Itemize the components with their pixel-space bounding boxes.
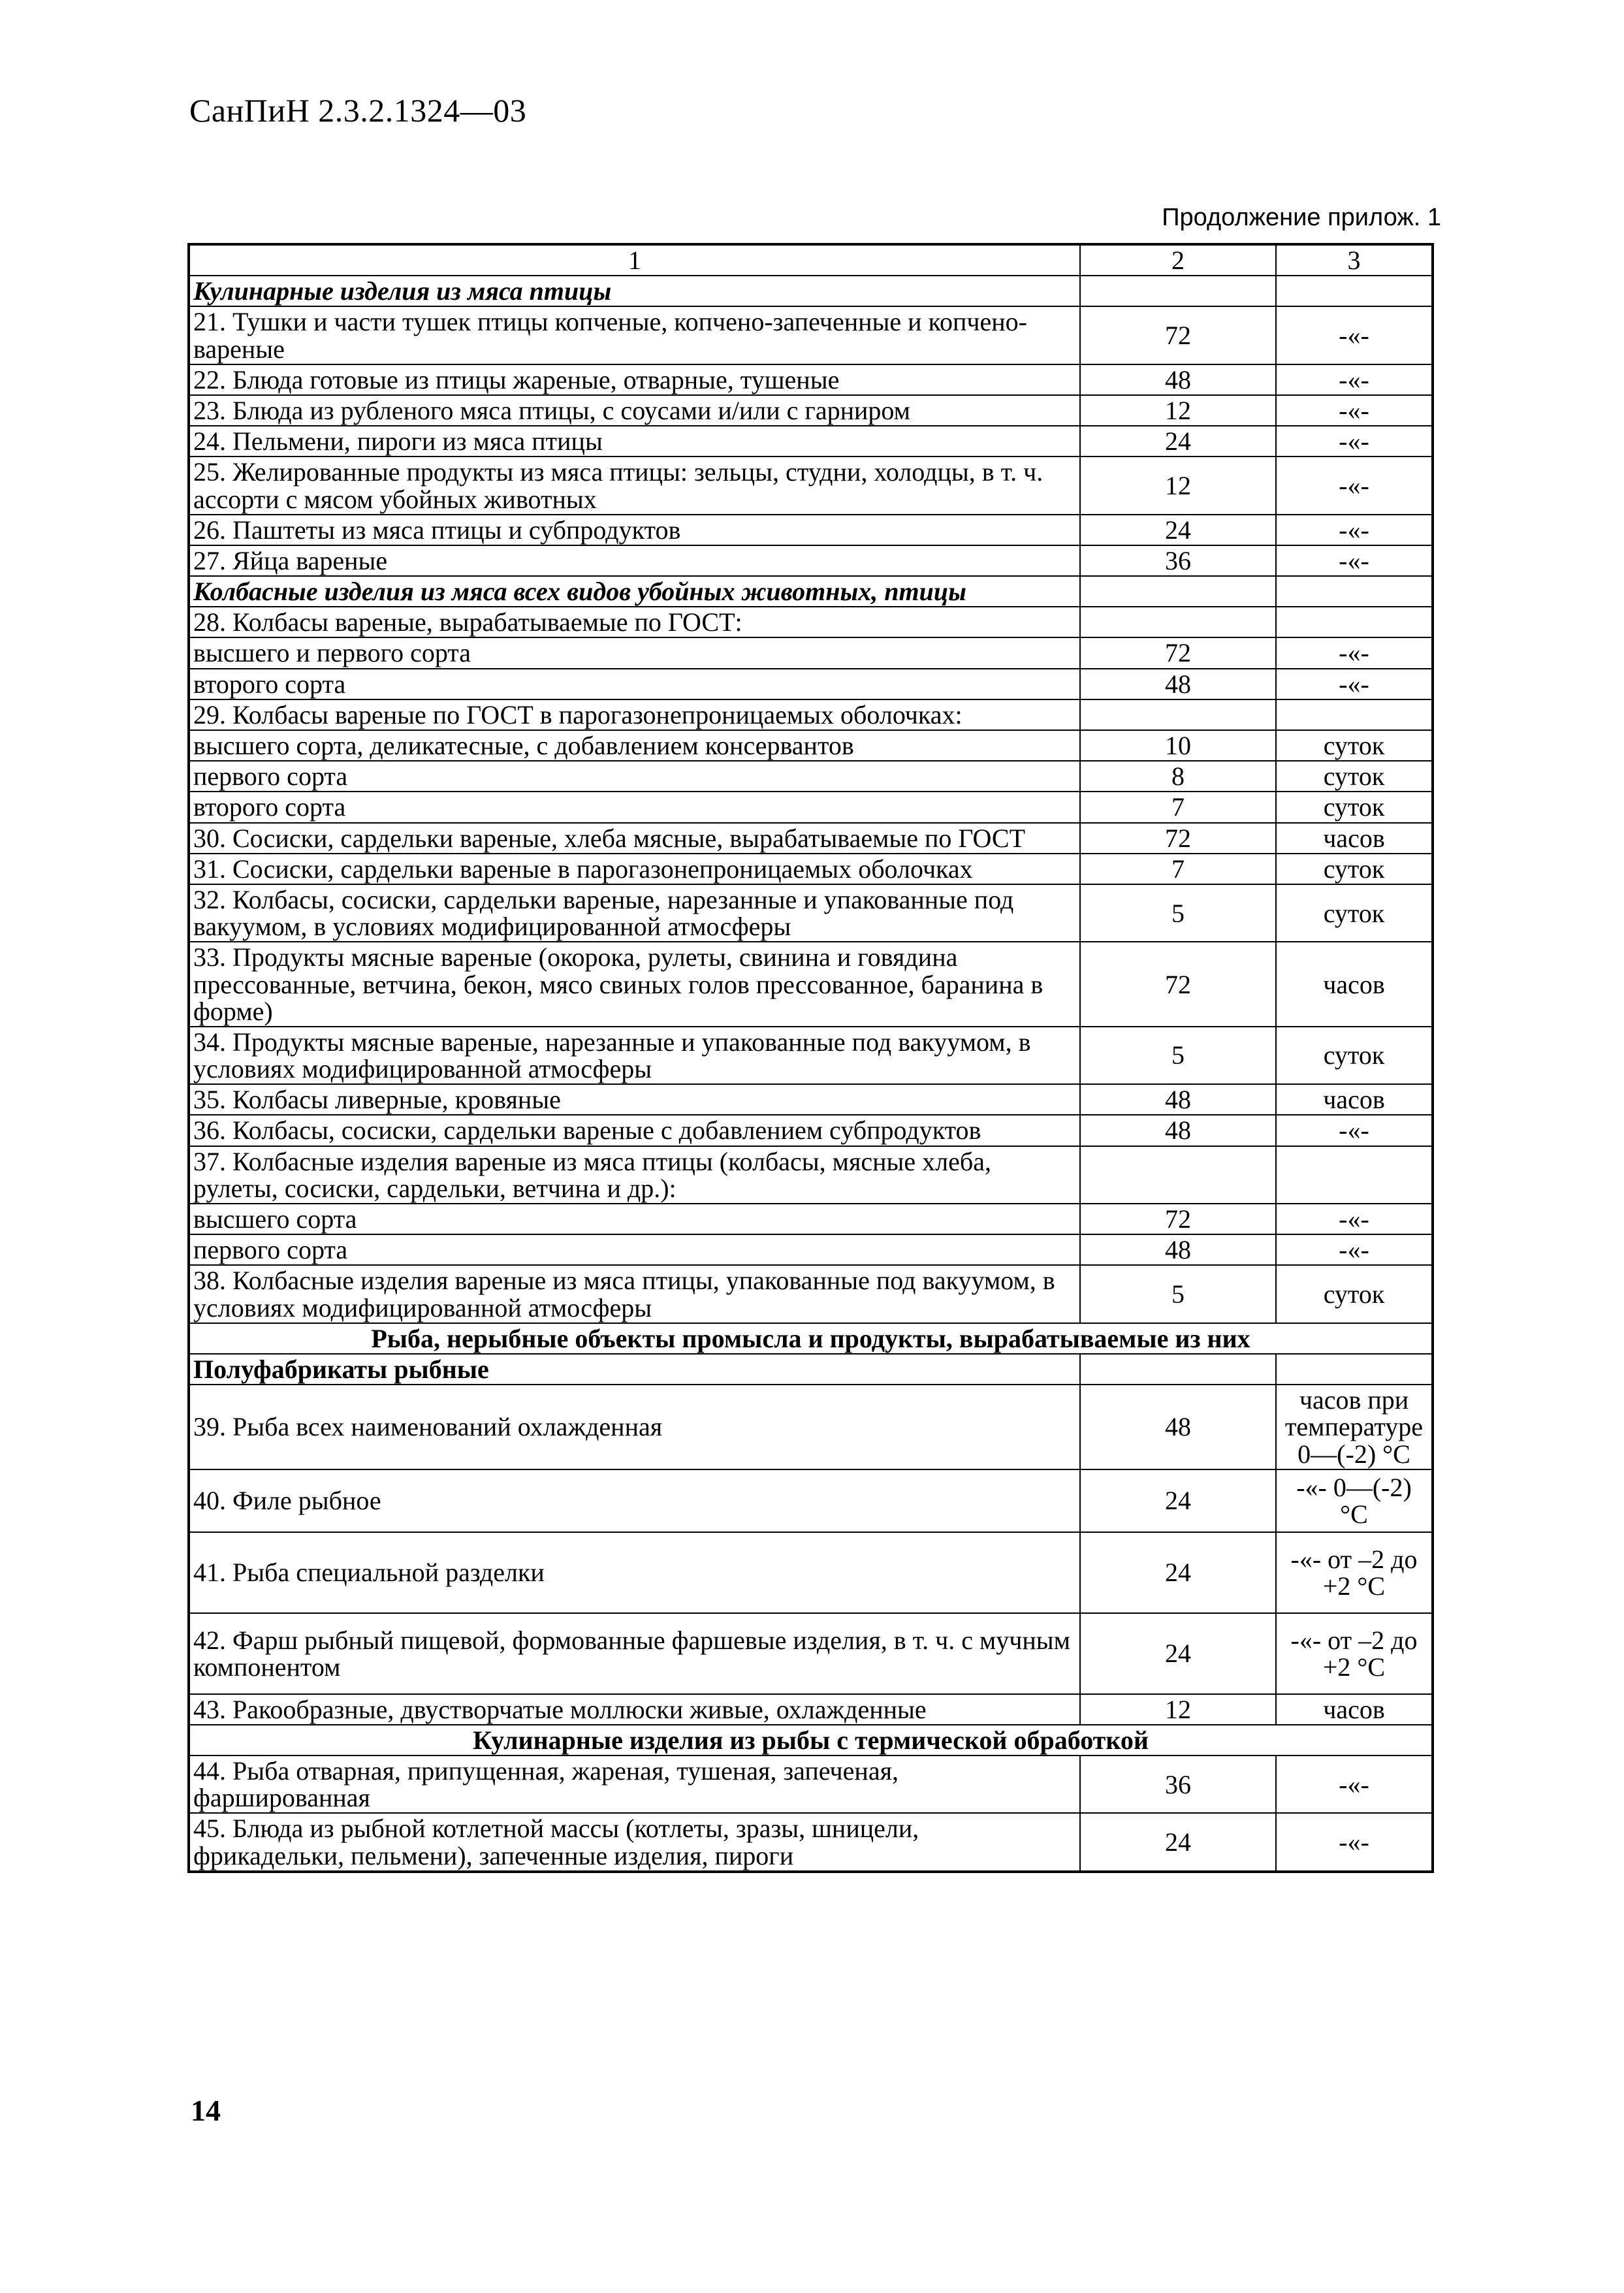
continuation-note: Продолжение прилож. 1 bbox=[1162, 204, 1441, 231]
section-heading: Рыба, нерыбные объекты промысла и продукты, вырабатываемые из них bbox=[189, 1323, 1433, 1354]
table-row bbox=[189, 276, 1433, 306]
product-name-cell: высшего и первого сорта bbox=[189, 637, 1080, 668]
table-row bbox=[189, 823, 1433, 854]
storage-term-cell: 48 bbox=[1080, 1115, 1276, 1146]
unit-cell: суток bbox=[1276, 854, 1433, 884]
document-code: СанПиН 2.3.2.1324—03 bbox=[189, 92, 527, 129]
product-name-cell: первого сорта bbox=[189, 1234, 1080, 1265]
empty-cell bbox=[1276, 576, 1433, 607]
page-number: 14 bbox=[191, 2094, 221, 2127]
unit-cell: -«- bbox=[1276, 364, 1433, 395]
product-name-cell: 31. Сосиски, сардельки вареные в парогазонепроницаемых оболочках bbox=[189, 854, 1080, 884]
table-row bbox=[189, 1204, 1433, 1234]
unit-cell: -«- bbox=[1276, 669, 1433, 699]
table-row bbox=[189, 457, 1433, 514]
product-name-cell: второго сорта bbox=[189, 669, 1080, 699]
unit-cell: -«- bbox=[1276, 1115, 1433, 1146]
unit-cell: -«- bbox=[1276, 545, 1433, 576]
empty-cell bbox=[1080, 276, 1276, 306]
product-name-cell: высшего сорта, деликатесные, с добавлением консервантов bbox=[189, 730, 1080, 761]
table-row bbox=[189, 1756, 1433, 1813]
unit-cell: часов bbox=[1276, 1084, 1433, 1115]
table-row bbox=[189, 395, 1433, 426]
unit-cell: суток bbox=[1276, 1027, 1433, 1084]
storage-term-cell: 12 bbox=[1080, 1694, 1276, 1725]
product-name-cell: 42. Фарш рыбный пищевой, формованные фаршевые изделия, в т. ч. с мучным компонентом bbox=[189, 1613, 1080, 1694]
storage-term-cell: 7 bbox=[1080, 854, 1276, 884]
product-name-cell: 27. Яйца вареные bbox=[189, 545, 1080, 576]
unit-cell: -«- от –2 до +2 °С bbox=[1276, 1532, 1433, 1613]
storage-term-cell: 48 bbox=[1080, 1234, 1276, 1265]
table-body bbox=[189, 244, 1433, 1872]
unit-cell: суток bbox=[1276, 761, 1433, 792]
product-name-cell: 29. Колбасы вареные по ГОСТ в парогазонепроницаемых оболочках: bbox=[189, 699, 1080, 730]
table-row bbox=[189, 761, 1433, 792]
empty-cell bbox=[1276, 1354, 1433, 1385]
table-row bbox=[189, 1323, 1433, 1354]
unit-cell bbox=[1276, 607, 1433, 637]
storage-term-cell: 24 bbox=[1080, 426, 1276, 457]
table-row bbox=[189, 515, 1433, 545]
table-row bbox=[189, 1027, 1433, 1084]
table-row bbox=[189, 1613, 1433, 1694]
product-name-cell: 24. Пельмени, пироги из мяса птицы bbox=[189, 426, 1080, 457]
storage-term-cell bbox=[1080, 699, 1276, 730]
table-row bbox=[189, 730, 1433, 761]
product-name-cell: 25. Желированные продукты из мяса птицы: зельцы, студни, холодцы, в т. ч. ассорти с мясом убойных животных bbox=[189, 457, 1080, 514]
storage-term-cell: 5 bbox=[1080, 1027, 1276, 1084]
unit-cell: часов bbox=[1276, 823, 1433, 854]
unit-cell: -«- от –2 до +2 °С bbox=[1276, 1613, 1433, 1694]
storage-term-cell: 24 bbox=[1080, 1469, 1276, 1532]
table-row bbox=[189, 545, 1433, 576]
storage-term-cell: 24 bbox=[1080, 1813, 1276, 1871]
unit-cell: -«- bbox=[1276, 515, 1433, 545]
storage-term-cell: 5 bbox=[1080, 884, 1276, 942]
unit-cell: суток bbox=[1276, 730, 1433, 761]
table-row bbox=[189, 1234, 1433, 1265]
table-row bbox=[189, 1146, 1433, 1204]
product-name-cell: 35. Колбасы ливерные, кровяные bbox=[189, 1084, 1080, 1115]
column-header: 3 bbox=[1276, 244, 1433, 276]
unit-cell: -«- bbox=[1276, 1234, 1433, 1265]
unit-cell: -«- bbox=[1276, 426, 1433, 457]
product-name-cell: 38. Колбасные изделия вареные из мяса птицы, упакованные под вакуумом, в условиях модифицированной атмосферы bbox=[189, 1265, 1080, 1323]
table-row bbox=[189, 364, 1433, 395]
unit-cell: -«- bbox=[1276, 306, 1433, 364]
product-name-cell: 26. Паштеты из мяса птицы и субпродуктов bbox=[189, 515, 1080, 545]
table-row bbox=[189, 1265, 1433, 1323]
table-row bbox=[189, 884, 1433, 942]
category-heading: Полуфабрикаты рыбные bbox=[189, 1354, 1080, 1385]
section-heading: Кулинарные изделия из рыбы с термической обработкой bbox=[189, 1725, 1433, 1756]
table-row bbox=[189, 792, 1433, 822]
table-row bbox=[189, 1084, 1433, 1115]
table-row bbox=[189, 942, 1433, 1027]
product-name-cell: 45. Блюда из рыбной котлетной массы (котлеты, зразы, шницели, фрикадельки, пельмени), запеченные изделия, пироги bbox=[189, 1813, 1080, 1871]
table-row bbox=[189, 1694, 1433, 1725]
table-row bbox=[189, 637, 1433, 668]
table-row bbox=[189, 699, 1433, 730]
storage-term-cell: 24 bbox=[1080, 1532, 1276, 1613]
table-row bbox=[189, 854, 1433, 884]
product-name-cell: 41. Рыба специальной разделки bbox=[189, 1532, 1080, 1613]
product-name-cell: 40. Филе рыбное bbox=[189, 1469, 1080, 1532]
storage-term-cell: 36 bbox=[1080, 1756, 1276, 1813]
category-heading: Колбасные изделия из мяса всех видов убойных животных, птицы bbox=[189, 576, 1080, 607]
product-name-cell: 30. Сосиски, сардельки вареные, хлеба мясные, вырабатываемые по ГОСТ bbox=[189, 823, 1080, 854]
table-row bbox=[189, 1115, 1433, 1146]
table-row bbox=[189, 1725, 1433, 1756]
unit-cell: -«- bbox=[1276, 1756, 1433, 1813]
unit-cell bbox=[1276, 1146, 1433, 1204]
product-name-cell: 28. Колбасы вареные, вырабатываемые по ГОСТ: bbox=[189, 607, 1080, 637]
unit-cell: -«- bbox=[1276, 637, 1433, 668]
unit-cell: часов bbox=[1276, 1694, 1433, 1725]
empty-cell bbox=[1080, 576, 1276, 607]
storage-term-cell: 72 bbox=[1080, 306, 1276, 364]
product-name-cell: 22. Блюда готовые из птицы жареные, отварные, тушеные bbox=[189, 364, 1080, 395]
unit-cell: -«- 0—(-2) °С bbox=[1276, 1469, 1433, 1532]
storage-term-cell: 48 bbox=[1080, 1385, 1276, 1469]
storage-term-cell: 48 bbox=[1080, 1084, 1276, 1115]
category-heading: Кулинарные изделия из мяса птицы bbox=[189, 276, 1080, 306]
storage-term-cell: 72 bbox=[1080, 1204, 1276, 1234]
product-name-cell: 34. Продукты мясные вареные, нарезанные и упакованные под вакуумом, в условиях модифицированной атмосферы bbox=[189, 1027, 1080, 1084]
table-row bbox=[189, 1532, 1433, 1613]
product-name-cell: 39. Рыба всех наименований охлажденная bbox=[189, 1385, 1080, 1469]
storage-term-cell: 72 bbox=[1080, 942, 1276, 1027]
product-name-cell: 32. Колбасы, сосиски, сардельки вареные, нарезанные и упакованные под вакуумом, в условиях модифицированной атмосферы bbox=[189, 884, 1080, 942]
storage-term-cell: 48 bbox=[1080, 364, 1276, 395]
storage-term-cell: 5 bbox=[1080, 1265, 1276, 1323]
unit-cell: суток bbox=[1276, 1265, 1433, 1323]
storage-term-cell: 24 bbox=[1080, 515, 1276, 545]
column-header: 2 bbox=[1080, 244, 1276, 276]
storage-term-cell: 12 bbox=[1080, 457, 1276, 514]
unit-cell: -«- bbox=[1276, 395, 1433, 426]
product-name-cell: 33. Продукты мясные вареные (окорока, рулеты, свинина и говядина прессованные, ветчина, бекон, мясо свиных голов прессованное, баранина в форме) bbox=[189, 942, 1080, 1027]
table-row bbox=[189, 1469, 1433, 1532]
product-name-cell: 36. Колбасы, сосиски, сардельки вареные с добавлением субпродуктов bbox=[189, 1115, 1080, 1146]
storage-term-cell: 72 bbox=[1080, 637, 1276, 668]
table-row bbox=[189, 1813, 1433, 1871]
table-row bbox=[189, 306, 1433, 364]
table-row bbox=[189, 576, 1433, 607]
table-row bbox=[189, 426, 1433, 457]
storage-term-cell: 12 bbox=[1080, 395, 1276, 426]
storage-term-cell: 24 bbox=[1080, 1613, 1276, 1694]
column-header: 1 bbox=[189, 244, 1080, 276]
unit-cell: суток bbox=[1276, 792, 1433, 822]
product-name-cell: 21. Тушки и части тушек птицы копченые, копчено-запеченные и копчено-вареные bbox=[189, 306, 1080, 364]
unit-cell: часов bbox=[1276, 942, 1433, 1027]
unit-cell: -«- bbox=[1276, 1204, 1433, 1234]
unit-cell: -«- bbox=[1276, 1813, 1433, 1871]
empty-cell bbox=[1276, 276, 1433, 306]
unit-cell: суток bbox=[1276, 884, 1433, 942]
unit-cell: часов при температуре 0—(-2) °С bbox=[1276, 1385, 1433, 1469]
storage-term-cell bbox=[1080, 1146, 1276, 1204]
product-name-cell: высшего сорта bbox=[189, 1204, 1080, 1234]
table-row bbox=[189, 1354, 1433, 1385]
storage-term-cell: 10 bbox=[1080, 730, 1276, 761]
product-name-cell: 23. Блюда из рубленого мяса птицы, с соусами и/или с гарниром bbox=[189, 395, 1080, 426]
storage-term-cell: 8 bbox=[1080, 761, 1276, 792]
product-name-cell: 37. Колбасные изделия вареные из мяса птицы (колбасы, мясные хлеба, рулеты, сосиски, сардельки, ветчина и др.): bbox=[189, 1146, 1080, 1204]
table-row bbox=[189, 669, 1433, 699]
table-row bbox=[189, 1385, 1433, 1469]
product-name-cell: первого сорта bbox=[189, 761, 1080, 792]
storage-terms-table bbox=[187, 243, 1434, 1873]
product-name-cell: второго сорта bbox=[189, 792, 1080, 822]
empty-cell bbox=[1080, 1354, 1276, 1385]
storage-term-cell: 72 bbox=[1080, 823, 1276, 854]
storage-term-cell bbox=[1080, 607, 1276, 637]
unit-cell: -«- bbox=[1276, 457, 1433, 514]
product-name-cell: 44. Рыба отварная, припущенная, жареная, тушеная, запеченая, фаршированная bbox=[189, 1756, 1080, 1813]
product-name-cell: 43. Ракообразные, двустворчатые моллюски живые, охлажденные bbox=[189, 1694, 1080, 1725]
table-header-row bbox=[189, 244, 1433, 276]
unit-cell bbox=[1276, 699, 1433, 730]
table-row bbox=[189, 607, 1433, 637]
storage-term-cell: 36 bbox=[1080, 545, 1276, 576]
storage-term-cell: 48 bbox=[1080, 669, 1276, 699]
storage-term-cell: 7 bbox=[1080, 792, 1276, 822]
